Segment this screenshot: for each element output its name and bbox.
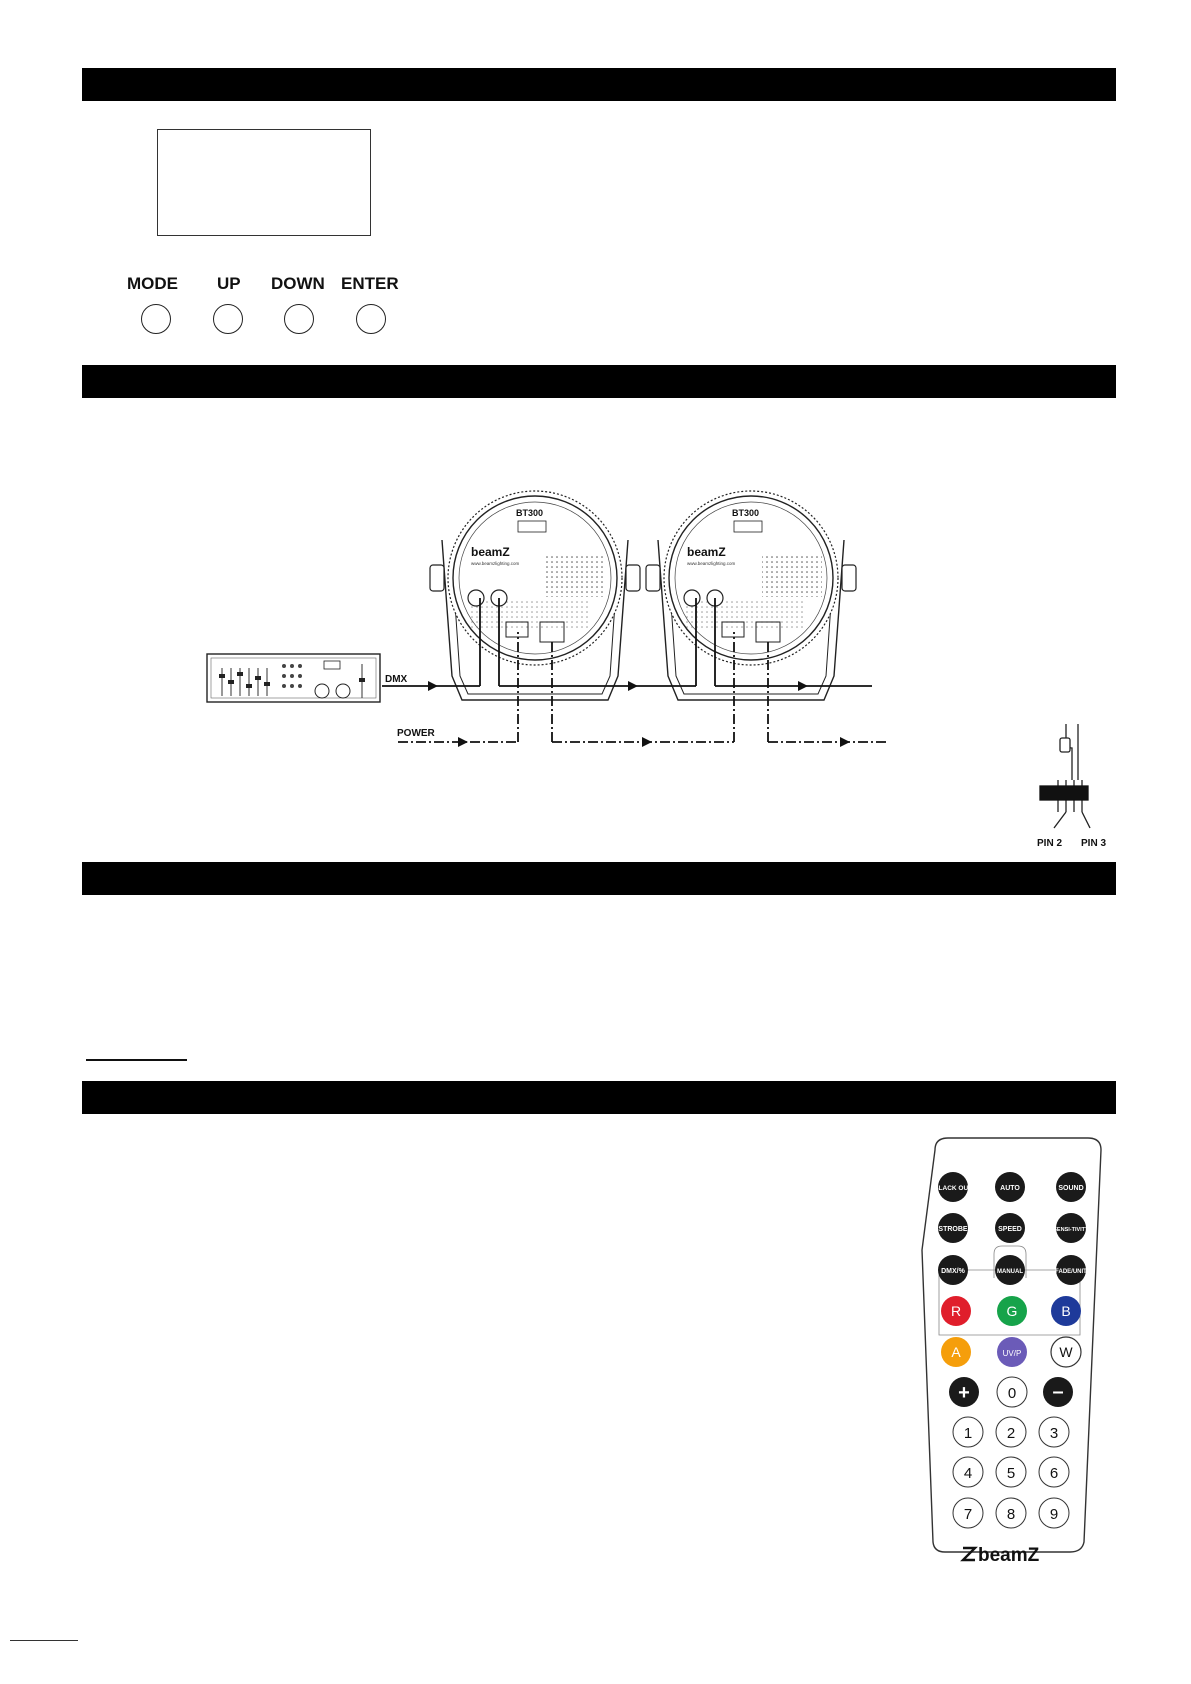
- fixture-2-url: www.beamzlighting.com: [687, 561, 736, 566]
- xlr-terminator-plug: [1040, 724, 1090, 828]
- svg-text:W: W: [1059, 1344, 1073, 1360]
- svg-text:2: 2: [1006, 1425, 1016, 1442]
- svg-text:SPEED: SPEED: [998, 1226, 1022, 1233]
- svg-text:–: –: [1052, 1381, 1064, 1403]
- uv-p-button[interactable]: [997, 1337, 1027, 1367]
- beamz-logo: [963, 1545, 1040, 1566]
- digit-1-button[interactable]: [953, 1417, 983, 1447]
- pin-2-label: PIN 2: [1037, 838, 1063, 849]
- manual-button[interactable]: [995, 1255, 1025, 1285]
- fixture-1-url: www.beamzlighting.com: [471, 561, 520, 566]
- enter-button[interactable]: [356, 304, 386, 334]
- auto-button[interactable]: [995, 1172, 1025, 1202]
- white-button[interactable]: [1051, 1337, 1081, 1367]
- dmx-label: DMX: [385, 674, 408, 685]
- plus-button[interactable]: [949, 1377, 979, 1407]
- lcd-display: [157, 129, 371, 236]
- digit-3-button[interactable]: [1039, 1417, 1069, 1447]
- svg-text:BLACK OUT: BLACK OUT: [933, 1185, 973, 1192]
- green-button[interactable]: [997, 1296, 1027, 1326]
- fixture-2-brand: beamZ: [687, 545, 726, 559]
- digit-9-button[interactable]: [1039, 1498, 1069, 1528]
- fixture-1: [430, 491, 640, 700]
- dmx-percent-button[interactable]: [938, 1255, 968, 1285]
- svg-text:4: 4: [963, 1465, 973, 1482]
- svg-text:STROBE: STROBE: [938, 1226, 968, 1233]
- red-button[interactable]: [941, 1296, 971, 1326]
- section-header-bar-1: [82, 68, 1116, 101]
- digit-6-button[interactable]: [1039, 1457, 1069, 1487]
- svg-text:MANUAL: MANUAL: [997, 1269, 1023, 1275]
- svg-text:5: 5: [1006, 1465, 1016, 1482]
- minus-button[interactable]: [1043, 1377, 1073, 1407]
- fixture-1-brand: beamZ: [471, 545, 510, 559]
- svg-text:FADE/UNIT: FADE/UNIT: [1055, 1269, 1087, 1275]
- digit-4-button[interactable]: [953, 1457, 983, 1487]
- enter-label: ENTER: [341, 274, 399, 293]
- underline-rule: [86, 1059, 187, 1061]
- footer-rule: [10, 1640, 78, 1641]
- remote-control: [912, 1132, 1102, 1592]
- dmx-connection-diagram: [0, 380, 1191, 900]
- down-button[interactable]: [284, 304, 314, 334]
- svg-text:UV/P: UV/P: [1002, 1349, 1022, 1358]
- digit-8-button[interactable]: [996, 1498, 1026, 1528]
- svg-text:+: +: [958, 1382, 970, 1404]
- svg-text:9: 9: [1049, 1506, 1059, 1523]
- fixture-1-model: BT300: [516, 508, 544, 518]
- blue-button[interactable]: [1051, 1296, 1081, 1326]
- svg-text:G: G: [1006, 1303, 1018, 1319]
- svg-text:3: 3: [1049, 1425, 1059, 1442]
- svg-text:6: 6: [1049, 1465, 1059, 1482]
- dmx-controller: [207, 654, 380, 702]
- digit-5-button[interactable]: [996, 1457, 1026, 1487]
- power-line: [398, 632, 888, 742]
- sound-button[interactable]: [1056, 1172, 1086, 1202]
- digit-0-button[interactable]: [997, 1377, 1027, 1407]
- down-label: DOWN: [271, 274, 325, 293]
- svg-text:A: A: [951, 1344, 961, 1360]
- digit-2-button[interactable]: [996, 1417, 1026, 1447]
- svg-text:1: 1: [963, 1425, 973, 1442]
- svg-text:SOUND: SOUND: [1058, 1185, 1084, 1192]
- svg-text:B: B: [1061, 1303, 1071, 1319]
- svg-text:0: 0: [1007, 1385, 1017, 1402]
- svg-text:AUTO: AUTO: [1000, 1185, 1020, 1192]
- mode-label: MODE: [127, 274, 178, 293]
- mode-button[interactable]: [141, 304, 171, 334]
- svg-text:8: 8: [1006, 1506, 1016, 1523]
- up-button[interactable]: [213, 304, 243, 334]
- up-label: UP: [217, 274, 241, 293]
- amber-button[interactable]: [941, 1337, 971, 1367]
- svg-text:R: R: [950, 1303, 962, 1319]
- svg-text:DMX/%: DMX/%: [941, 1268, 965, 1275]
- strobe-button[interactable]: [938, 1213, 968, 1243]
- fixture-2: [646, 491, 856, 700]
- remote-brand: beamZ: [978, 1545, 1040, 1566]
- power-label: POWER: [397, 728, 435, 739]
- svg-text:SENSI-TIVITY: SENSI-TIVITY: [1053, 1227, 1089, 1233]
- digit-7-button[interactable]: [953, 1498, 983, 1528]
- pin-3-label: PIN 3: [1081, 838, 1107, 849]
- fixture-2-model: BT300: [732, 508, 760, 518]
- svg-text:7: 7: [963, 1506, 973, 1523]
- section-header-bar-4: [82, 1081, 1116, 1114]
- speed-button[interactable]: [995, 1213, 1025, 1243]
